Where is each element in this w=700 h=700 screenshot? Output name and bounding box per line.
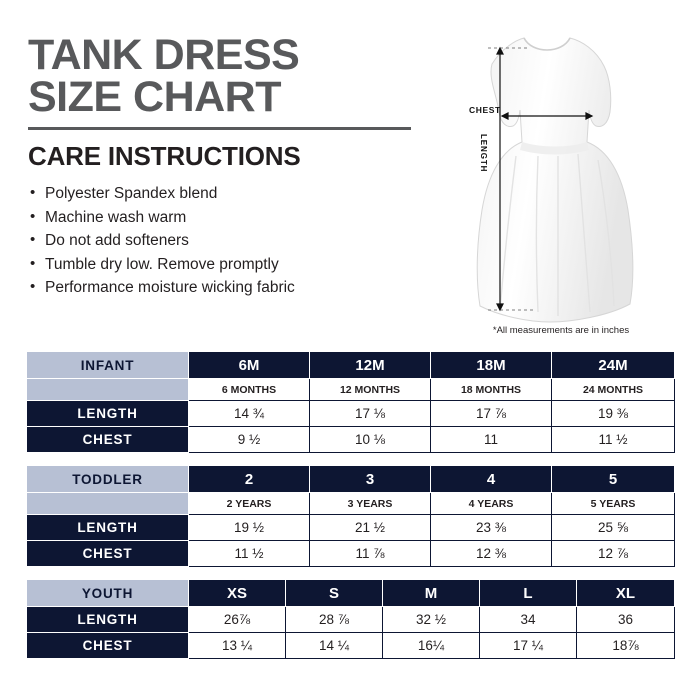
row-label-length: LENGTH	[27, 515, 189, 541]
care-instructions-list	[28, 182, 428, 300]
category-infant: INFANT	[27, 352, 189, 379]
table-row	[27, 607, 675, 633]
list-item: • Machine wash warm	[28, 206, 428, 230]
spacer-cell	[27, 379, 189, 401]
table-row	[27, 541, 675, 567]
value-cell: 26⅞	[189, 607, 286, 633]
size-header: M	[383, 580, 480, 607]
measurement-note: *All measurements are in inches	[492, 325, 630, 336]
value-cell: 14 ¼	[286, 633, 383, 659]
page-title-line1: TANK DRESS	[28, 31, 300, 79]
garment-illustration	[432, 24, 682, 344]
care-instructions-title: CARE INSTRUCTIONS	[28, 141, 301, 171]
category-youth: YOUTH	[27, 580, 189, 607]
youth-size-table	[26, 579, 675, 659]
infant-size-table	[26, 351, 675, 453]
size-header: XS	[189, 580, 286, 607]
value-cell: 21 ½	[310, 515, 431, 541]
list-item: • Polyester Spandex blend	[28, 182, 428, 206]
value-cell: 25 ⅝	[552, 515, 675, 541]
subsize-cell: 18 MONTHS	[431, 379, 552, 401]
table-row	[27, 352, 675, 379]
subsize-cell: 3 YEARS	[310, 493, 431, 515]
size-header: 12M	[310, 352, 431, 379]
table-row	[27, 379, 675, 401]
value-cell: 12 ⅞	[552, 541, 675, 567]
value-cell: 23 ⅜	[431, 515, 552, 541]
value-cell: 12 ⅜	[431, 541, 552, 567]
subsize-cell: 4 YEARS	[431, 493, 552, 515]
value-cell: 14 ¾	[189, 401, 310, 427]
size-header: XL	[577, 580, 675, 607]
size-header: L	[480, 580, 577, 607]
subsize-cell: 12 MONTHS	[310, 379, 431, 401]
size-header: S	[286, 580, 383, 607]
value-cell: 18⅞	[577, 633, 675, 659]
table-row	[27, 515, 675, 541]
chest-measure-label: CHEST	[469, 105, 501, 115]
title-divider	[28, 127, 411, 130]
category-toddler: TODDLER	[27, 466, 189, 493]
size-header: 4	[431, 466, 552, 493]
tank-dress-icon	[432, 24, 682, 344]
list-item: • Tumble dry low. Remove promptly	[28, 253, 428, 277]
table-row	[27, 633, 675, 659]
value-cell: 10 ⅛	[310, 427, 431, 453]
size-header: 24M	[552, 352, 675, 379]
value-cell: 11 ½	[552, 427, 675, 453]
page-title	[28, 31, 428, 121]
value-cell: 11 ½	[189, 541, 310, 567]
value-cell: 16¼	[383, 633, 480, 659]
title-block	[28, 31, 428, 300]
row-label-length: LENGTH	[27, 607, 189, 633]
table-row	[27, 466, 675, 493]
value-cell: 32 ½	[383, 607, 480, 633]
value-cell: 28 ⅞	[286, 607, 383, 633]
value-cell: 19 ½	[189, 515, 310, 541]
value-cell: 9 ½	[189, 427, 310, 453]
size-header: 2	[189, 466, 310, 493]
value-cell: 11	[431, 427, 552, 453]
size-header: 18M	[431, 352, 552, 379]
list-item: • Do not add softeners	[28, 229, 428, 253]
row-label-chest: CHEST	[27, 633, 189, 659]
size-header: 6M	[189, 352, 310, 379]
value-cell: 17 ⅛	[310, 401, 431, 427]
value-cell: 17 ⅞	[431, 401, 552, 427]
value-cell: 11 ⅞	[310, 541, 431, 567]
value-cell: 17 ¼	[480, 633, 577, 659]
subsize-cell: 2 YEARS	[189, 493, 310, 515]
length-measure-label: LENGTH	[479, 134, 488, 173]
size-header: 3	[310, 466, 431, 493]
spacer-cell	[27, 493, 189, 515]
row-label-length: LENGTH	[27, 401, 189, 427]
row-label-chest: CHEST	[27, 541, 189, 567]
table-row	[27, 401, 675, 427]
toddler-size-table	[26, 465, 675, 567]
table-row	[27, 493, 675, 515]
page-title-line2: SIZE CHART	[28, 73, 281, 121]
value-cell: 13 ¼	[189, 633, 286, 659]
row-label-chest: CHEST	[27, 427, 189, 453]
value-cell: 34	[480, 607, 577, 633]
size-tables	[26, 351, 674, 659]
table-row	[27, 427, 675, 453]
value-cell: 36	[577, 607, 675, 633]
size-header: 5	[552, 466, 675, 493]
value-cell: 19 ⅜	[552, 401, 675, 427]
list-item: • Performance moisture wicking fabric	[28, 276, 428, 300]
subsize-cell: 5 YEARS	[552, 493, 675, 515]
table-row	[27, 580, 675, 607]
subsize-cell: 6 MONTHS	[189, 379, 310, 401]
subsize-cell: 24 MONTHS	[552, 379, 675, 401]
